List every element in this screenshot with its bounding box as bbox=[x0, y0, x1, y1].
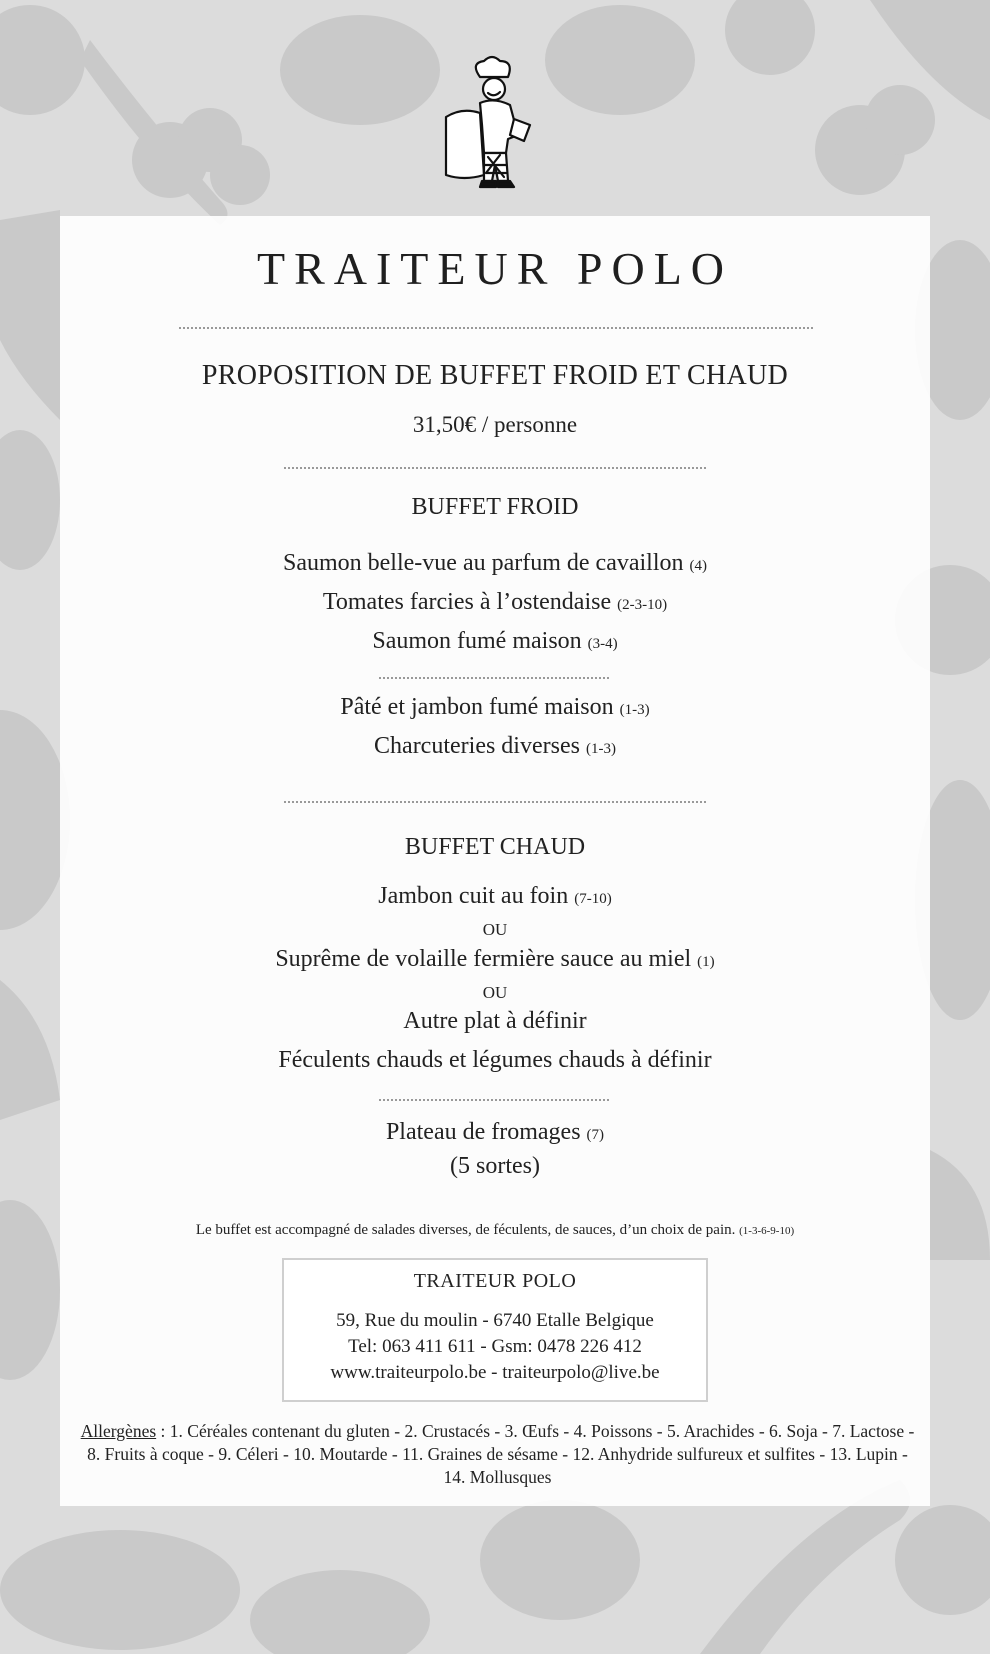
dish-name: Autre plat à définir bbox=[403, 1008, 587, 1034]
offer-price: 31,50€ / personne bbox=[412, 412, 578, 437]
dish-allergens: (4) bbox=[689, 558, 708, 574]
dish-name: Pâté et jambon fumé maison bbox=[340, 694, 614, 720]
dish-name: Féculents chauds et légumes chauds à définir bbox=[278, 1047, 712, 1073]
dish-item bbox=[0, 548, 990, 581]
dish-name: Suprême de volaille fermière sauce au miel bbox=[275, 946, 692, 972]
chef-logo-icon bbox=[440, 55, 550, 195]
dish-item bbox=[0, 1006, 990, 1036]
dish-name: Plateau de fromages bbox=[385, 1119, 581, 1145]
dish-item bbox=[0, 1117, 990, 1150]
dish-allergens: (2-3-10) bbox=[617, 597, 668, 613]
or-label: OU bbox=[482, 920, 508, 939]
buffet-chaud-heading: BUFFET CHAUD bbox=[404, 834, 586, 860]
brand-title: TRAITEUR POLO bbox=[256, 243, 734, 294]
divider-top bbox=[178, 325, 813, 331]
allergens-label: Allergènes bbox=[80, 1421, 157, 1441]
dish-item bbox=[0, 881, 990, 914]
dish-item bbox=[0, 587, 990, 620]
dish-item bbox=[0, 1045, 990, 1075]
buffet-froid-heading: BUFFET FROID bbox=[411, 494, 579, 520]
contact-phones: Tel: 063 411 611 - Gsm: 0478 226 412 bbox=[348, 1336, 642, 1357]
contact-box bbox=[282, 1258, 708, 1402]
allergens-legend bbox=[75, 1420, 920, 1489]
divider-price bbox=[283, 465, 708, 471]
note-text: Le buffet est accompagné de salades diverses, de féculents, de sauces, d’un choix de pain. bbox=[195, 1222, 736, 1238]
contact-name: TRAITEUR POLO bbox=[413, 1270, 577, 1292]
dish-detail: (5 sortes) bbox=[450, 1153, 540, 1179]
dish-allergens: (3-4) bbox=[587, 636, 618, 652]
dish-item bbox=[0, 731, 990, 764]
divider-section bbox=[283, 799, 708, 805]
dish-name: Tomates farcies à l’ostendaise bbox=[322, 589, 612, 615]
dish-item bbox=[0, 692, 990, 725]
dish-name: Jambon cuit au foin bbox=[378, 883, 569, 909]
contact-web: www.traiteurpolo.be - traiteurpolo@live.be bbox=[330, 1362, 660, 1383]
contact-address: 59, Rue du moulin - 6740 Etalle Belgique bbox=[336, 1310, 654, 1331]
divider-small bbox=[378, 675, 611, 681]
dish-item bbox=[0, 626, 990, 659]
allergens-text: : 1. Céréales contenant du gluten - 2. Crustacés - 3. Œufs - 4. Poissons - 5. Arachides - 6. Soja - 7. Lactose - 8. Fruits à coque - 9. Céleri - 10. Moutarde - 11. Graines de sésame - 12. Anhydride sulfureux et sulfites - 13. Lupin - 14. Mollusques bbox=[87, 1421, 915, 1487]
dish-name: Saumon fumé maison bbox=[372, 628, 582, 654]
or-label: OU bbox=[482, 983, 508, 1002]
dish-allergens: (7) bbox=[586, 1127, 605, 1143]
divider-small bbox=[378, 1097, 611, 1103]
dish-allergens: (7-10) bbox=[574, 891, 612, 907]
note-allergens: (1-3-6-9-10) bbox=[739, 1225, 795, 1237]
dish-allergens: (1) bbox=[697, 954, 715, 970]
dish-allergens: (1-3) bbox=[619, 702, 650, 718]
dish-item bbox=[0, 944, 990, 977]
buffet-note bbox=[0, 1222, 990, 1239]
dish-allergens: (1-3) bbox=[585, 741, 616, 757]
offer-title: PROPOSITION DE BUFFET FROID ET CHAUD bbox=[201, 360, 789, 391]
dish-name: Charcuteries diverses bbox=[374, 733, 580, 759]
dish-name: Saumon belle-vue au parfum de cavaillon bbox=[282, 550, 684, 576]
